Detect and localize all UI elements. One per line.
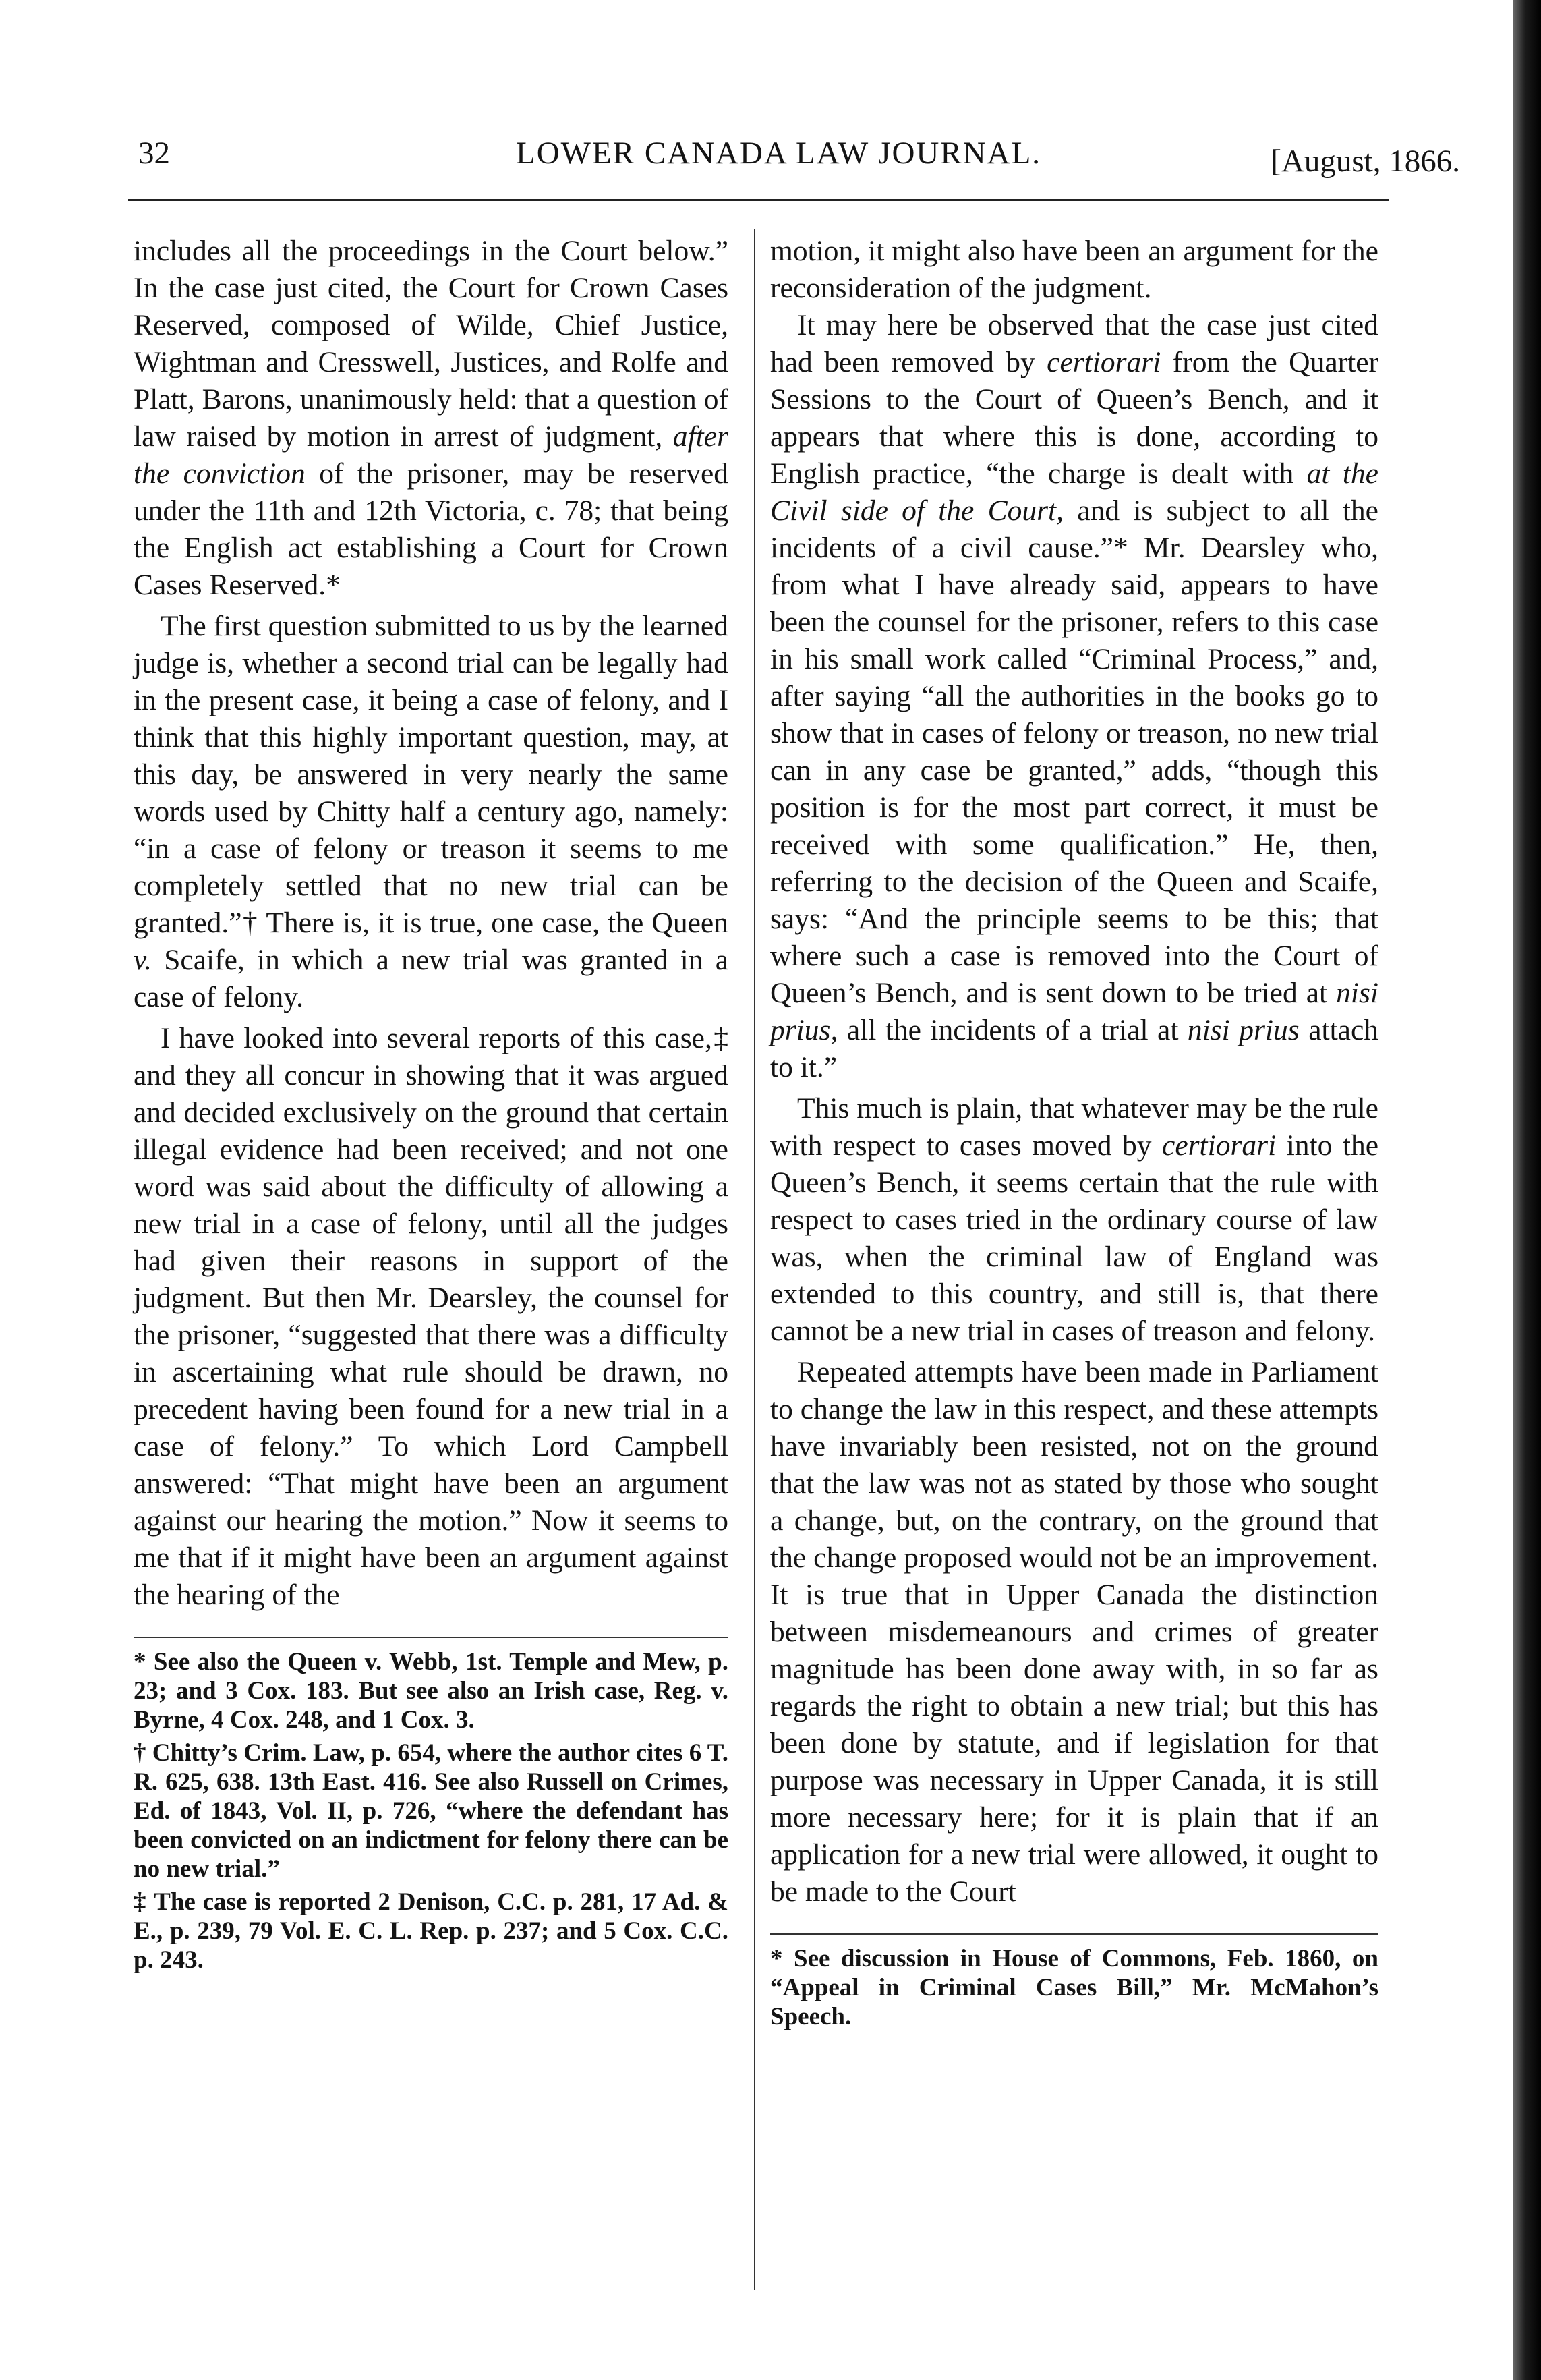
- footnote-rule: [134, 1637, 728, 1638]
- paragraph: Repeated attempts have been made in Parliament to change the law in this respect, and these attempts have invariably been resisted, not on the ground that the law was not as stated by those who sought a change, but, on the contrary, on the ground that the change proposed would not be an improvement. It is true that in Upper Canada the distinction between misdemeanours and crimes of greater magnitude has been done away with, in so far as regards the right to obtain a new trial; but this has been done by statute, and if legislation for that purpose was necessary in Upper Canada, it is still more necessary here; for it is plain that if an application for a new trial were allowed, it ought to be made to the Court: [770, 1356, 1378, 1908]
- right-column: [770, 233, 1378, 2031]
- footnote: † Chitty’s Crim. Law, p. 654, where the author cites 6 T. R. 625, 638. 13th East. 416. See also Russell on Crimes, Ed. of 1843, Vol. II, p. 726, “where the defendant has been convicted on an indictment for felony there can be no new trial.”: [134, 1739, 728, 1883]
- footnote: * See discussion in House of Commons, Feb. 1860, on “Appeal in Criminal Cases Bill,” Mr. McMahon’s Speech.: [770, 1945, 1378, 2031]
- paragraph: The first question submitted to us by the learned judge is, whether a second trial can be legally had in the present case, it being a case of felony, and I think that this highly important question, may, at this day, be answered in very nearly the same words used by Chitty half a century ago, namely: “in a case of felony or treason it seems to me completely settled that no new trial can be granted.”† There is, it is true, one case, the Queen v. Scaife, in which a new trial was granted in a case of felony.: [134, 610, 729, 1013]
- journal-title: LOWER CANADA LAW JOURNAL.: [516, 136, 1042, 171]
- footnote: ‡ The case is reported 2 Denison, C.C. p. 281, 17 Ad. & E., p. 239, 79 Vol. E. C. L. Rep. p. 237; and 5 Cox. C.C. p. 243.: [134, 1888, 728, 1974]
- paragraph: It may here be observed that the case just cited had been removed by certiorari from the Quarter Sessions to the Court of Queen’s Bench, and it appears that where this is done, according to English practice, “the charge is dealt with at the Civil side of the Court, and is subject to all the incidents of a civil cause.”* Mr. Dearsley who, from what I have already said, appears to have been the counsel for the prisoner, refers to this case in his small work called “Criminal Process,” and, after saying “all the authorities in the books go to show that in cases of felony or treason, no new trial can in any case be granted,” adds, “though this position is for the most part correct, it must be received with some qualification.” He, then, referring to the decision of the Queen and Scaife, says: “And the principle seems to be this; that where such a case is removed into the Court of Queen’s Bench, and is sent down to be tried at nisi prius, all the incidents of a trial at nisi prius attach to it.”: [770, 309, 1379, 1083]
- paragraph: This much is plain, that whatever may be the rule with respect to cases moved by certiorari into the Queen’s Bench, it seems certain that the rule with respect to cases tried in the ordinary course of law was, when the criminal law of England was extended to this country, and still is, that there cannot be a new trial in cases of treason and felony.: [770, 1092, 1378, 1347]
- paragraph: motion, it might also have been an argument for the reconsideration of the judgment.: [770, 235, 1378, 304]
- footnote-rule: [770, 1933, 1378, 1935]
- page-number: 32: [138, 136, 170, 171]
- left-column: [134, 233, 728, 1975]
- page-header: [138, 135, 1460, 182]
- header-rule: [128, 199, 1389, 201]
- footnote: * See also the Queen v. Webb, 1st. Temple and Mew, p. 23; and 3 Cox. 183. But see also an Irish case, Reg. v. Byrne, 4 Cox. 248, and 1 Cox. 3.: [134, 1648, 728, 1734]
- scan-edge-shadow: [1513, 0, 1541, 2380]
- issue-date: [August, 1866.: [1271, 144, 1460, 179]
- paragraph: includes all the proceedings in the Court below.” In the case just cited, the Court for Crown Cases Reserved, composed of Wilde, Chief Justice, Wightman and Cresswell, Justices, and Rolfe and Platt, Barons, unanimously held: that a question of law raised by motion in arrest of judgment, after the conviction of the prisoner, may be reserved under the 11th and 12th Victoria, c. 78; that being the English act establishing a Court for Crown Cases Reserved.*: [134, 235, 729, 601]
- paragraph: I have looked into several reports of this case,‡ and they all concur in showing that it was argued and decided exclusively on the ground that certain illegal evidence had been received; and not one word was said about the difficulty of allowing a new trial in a case of felony, until all the judges had given their reasons in support of the judgment. But then Mr. Dearsley, the counsel for the prisoner, “suggested that there was a difficulty in ascertaining what rule should be drawn, no precedent having been found for a new trial in a case of felony.” To which Lord Campbell answered: “That might have been an argument against our hearing the motion.” Now it seems to me that if it might have been an argument against the hearing of the: [134, 1022, 728, 1611]
- column-divider: [754, 229, 755, 2290]
